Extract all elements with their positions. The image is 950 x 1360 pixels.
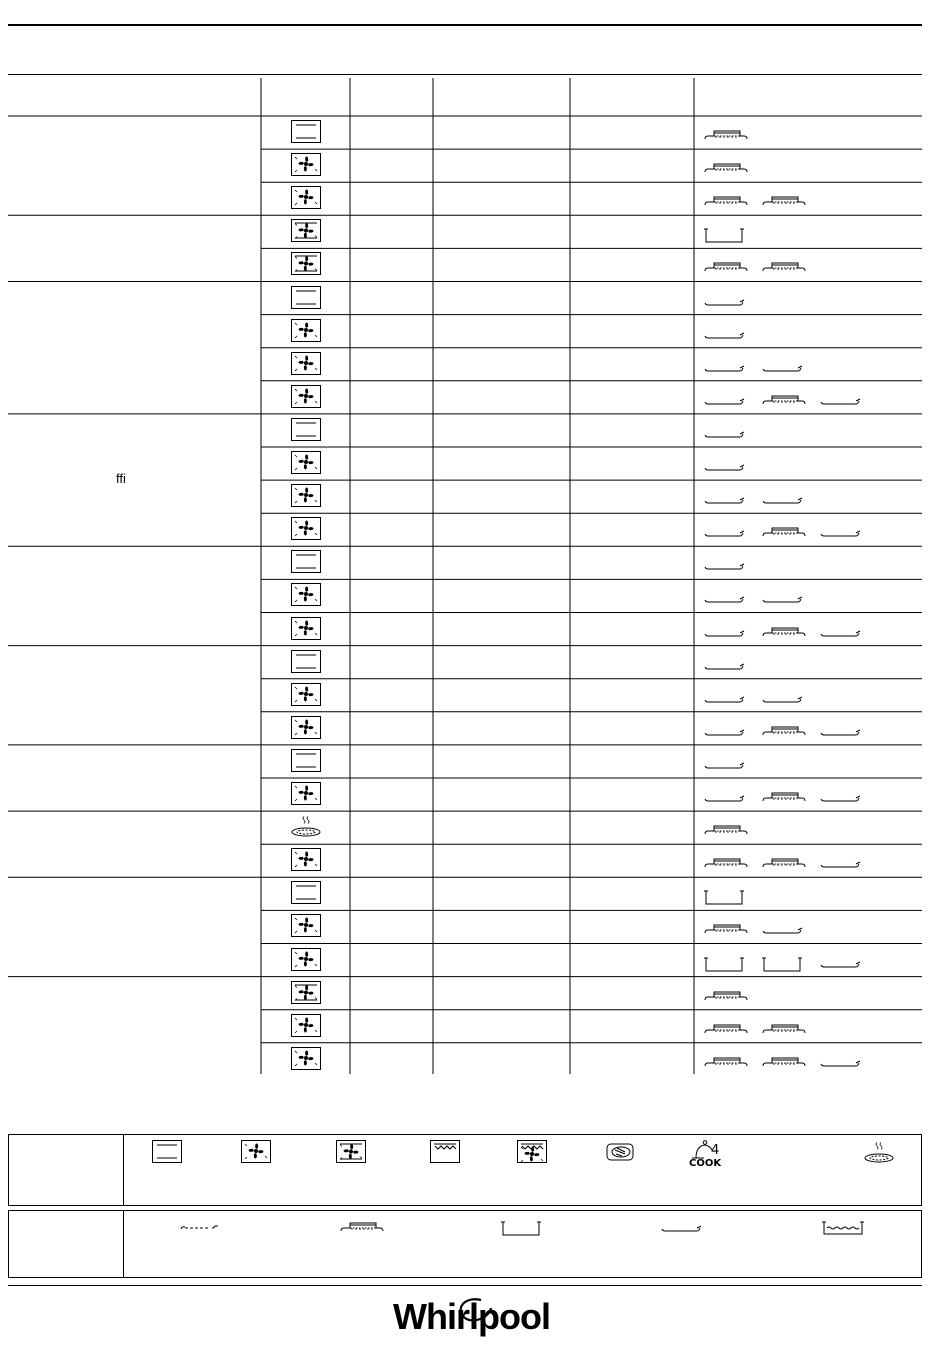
deep-tray-icon — [822, 1221, 868, 1244]
legend-divider — [123, 1211, 124, 1277]
turbo-grill-icon — [517, 1140, 548, 1171]
forced-air-icon — [336, 1140, 367, 1171]
logo-swoosh — [393, 1296, 543, 1342]
top-rule — [8, 24, 922, 26]
wire-shelf-icon — [340, 1221, 386, 1244]
pizza-icon — [864, 1141, 895, 1172]
group-label: ffi — [116, 471, 126, 486]
legend-divider — [123, 1135, 124, 1205]
cook-label: COOK — [689, 1158, 722, 1169]
brand-name: Whirlpool — [393, 1296, 550, 1337]
baking-tray-flat-icon — [180, 1221, 226, 1244]
drip-tray-icon — [661, 1221, 707, 1244]
bottom-rule — [8, 1285, 922, 1286]
baking-tray-icon — [501, 1221, 547, 1244]
conventional-icon — [152, 1140, 183, 1171]
functions-legend — [8, 1134, 922, 1206]
grill-icon — [430, 1140, 461, 1171]
cooking-table — [8, 74, 922, 1074]
accessories-legend — [8, 1210, 922, 1278]
convection-bake-icon — [241, 1140, 272, 1171]
cook-number: 4 — [711, 1143, 720, 1158]
maxi-cooking-icon — [606, 1140, 637, 1171]
whirlpool-logo — [393, 1296, 550, 1342]
